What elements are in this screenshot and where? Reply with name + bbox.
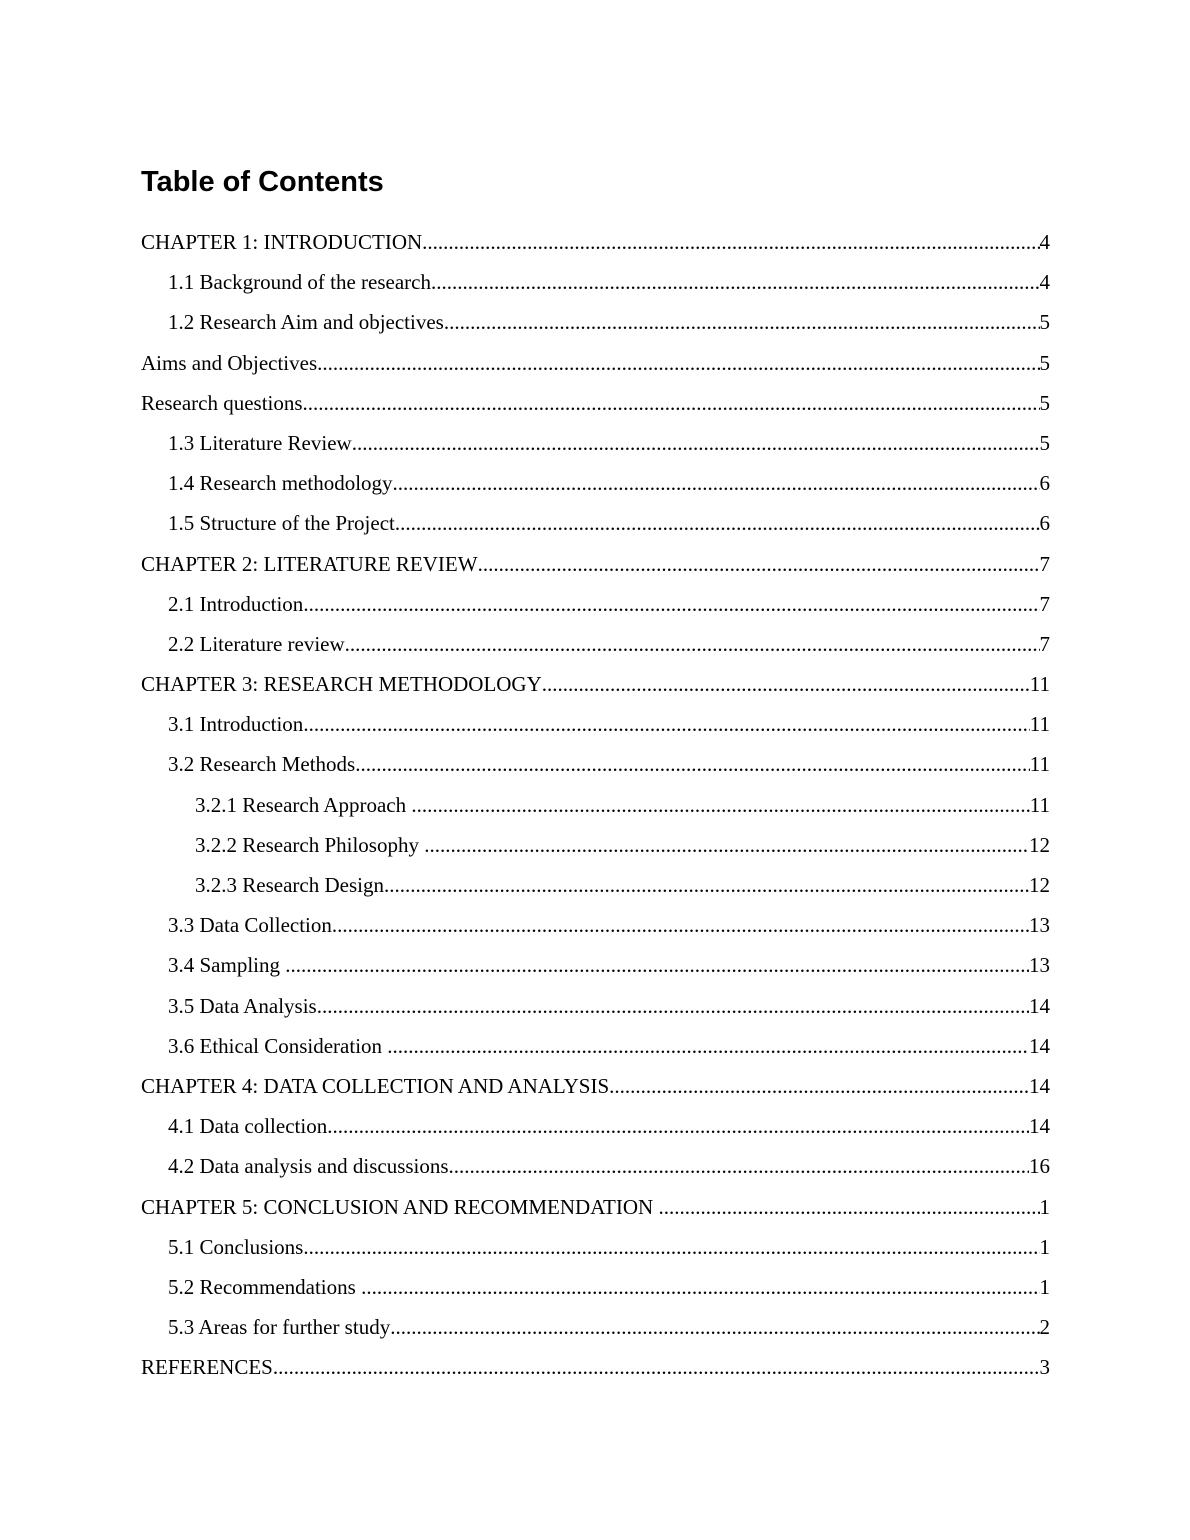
toc-dot-leader <box>345 624 1040 664</box>
toc-entry[interactable] <box>141 1227 1050 1267</box>
toc-entry[interactable] <box>141 584 1050 624</box>
toc-dot-leader <box>395 503 1040 543</box>
toc-dot-leader <box>273 1347 1040 1387</box>
toc-entry-page-number: 5 <box>1039 390 1050 415</box>
toc-dot-leader <box>317 343 1039 383</box>
toc-entry-title: 4.2 Data analysis and discussions <box>168 1154 449 1179</box>
toc-dot-leader <box>355 744 1030 784</box>
toc-entry[interactable] <box>141 986 1050 1026</box>
toc-entry-title: 5.3 Areas for further study <box>168 1315 391 1340</box>
toc-dot-leader <box>303 383 1040 423</box>
toc-entry-page-number: 7 <box>1039 631 1050 656</box>
toc-dot-leader <box>303 584 1039 624</box>
toc-dot-leader <box>542 664 1030 704</box>
toc-entry-title: 1.5 Structure of the Project <box>168 511 395 536</box>
toc-heading: Table of Contents <box>141 166 384 198</box>
toc-entry-title: 1.1 Background of the research <box>168 270 431 295</box>
toc-entry-title: 3.5 Data Analysis <box>168 993 317 1018</box>
toc-dot-leader <box>478 544 1040 584</box>
toc-entry-page-number: 11 <box>1029 712 1050 737</box>
toc-dot-leader <box>431 262 1040 302</box>
toc-entry-page-number: 12 <box>1029 873 1050 897</box>
toc-entry[interactable] <box>141 704 1050 744</box>
toc-entry-page-number: 7 <box>1039 591 1050 616</box>
toc-entry[interactable] <box>141 1187 1050 1227</box>
toc-entry-page-number: 13 <box>1029 953 1050 978</box>
toc-entry-title: 5.1 Conclusions <box>168 1234 304 1259</box>
toc-entry-title: 3.1 Introduction <box>168 712 304 737</box>
toc-entry-title: 1.2 Research Aim and objectives <box>168 310 444 335</box>
toc-dot-leader <box>303 1227 1039 1267</box>
toc-entry-title: CHAPTER 2: LITERATURE REVIEW <box>141 551 478 576</box>
toc-entry[interactable] <box>141 1146 1050 1186</box>
toc-dot-leader <box>444 302 1040 342</box>
toc-entry-page-number: 11 <box>1029 792 1050 817</box>
toc-entry-title: CHAPTER 5: CONCLUSION AND RECOMMENDATION <box>141 1194 659 1219</box>
toc-entry-page-number: 14 <box>1029 1073 1050 1098</box>
toc-entry-title: 2.2 Literature review <box>168 631 345 656</box>
toc-entry-page-number: 1 <box>1039 1234 1050 1259</box>
toc-entry[interactable] <box>141 865 1050 905</box>
toc-entry[interactable] <box>141 503 1050 543</box>
toc-entry[interactable] <box>141 1066 1050 1106</box>
toc-entry-page-number: 1 <box>1039 1274 1050 1299</box>
toc-entry-page-number: 5 <box>1039 430 1050 455</box>
toc-dot-leader <box>658 1187 1039 1227</box>
toc-dot-leader <box>449 1146 1029 1186</box>
toc-entry[interactable] <box>141 423 1050 463</box>
toc-dot-leader <box>609 1066 1029 1106</box>
toc-entry-page-number: 6 <box>1039 471 1050 496</box>
toc-entry-page-number: 11 <box>1029 752 1050 777</box>
toc-entry-title: 3.6 Ethical Consideration <box>168 1033 388 1058</box>
toc-entry-page-number: 4 <box>1039 230 1050 254</box>
toc-entry-page-number: 11 <box>1029 672 1050 697</box>
toc-entry-title: REFERENCES <box>141 1355 273 1380</box>
toc-entry-page-number: 13 <box>1029 913 1050 938</box>
toc-entry[interactable] <box>141 664 1050 704</box>
toc-entry[interactable] <box>141 1267 1050 1307</box>
toc-entry-title: 3.2.3 Research Design <box>195 873 384 897</box>
toc-entry[interactable] <box>141 785 1050 825</box>
toc-entry-page-number: 5 <box>1039 350 1050 375</box>
toc-dot-leader <box>361 1267 1039 1307</box>
toc-entry[interactable] <box>141 544 1050 584</box>
toc-entry-page-number: 12 <box>1029 832 1050 857</box>
toc-entry-title: 3.2.2 Research Philosophy <box>195 832 425 857</box>
toc-entry-page-number: 4 <box>1039 270 1050 295</box>
toc-dot-leader <box>285 945 1029 985</box>
toc-dot-leader <box>411 785 1029 825</box>
toc-entry-page-number: 14 <box>1029 1114 1050 1139</box>
toc-dot-leader <box>424 825 1029 865</box>
toc-entry[interactable] <box>141 905 1050 945</box>
toc-entry-title: CHAPTER 1: INTRODUCTION <box>141 230 423 254</box>
toc-dot-leader <box>384 865 1029 905</box>
toc-entry[interactable] <box>141 1307 1050 1347</box>
toc-dot-leader <box>387 1026 1029 1066</box>
toc-entry-title: 1.4 Research methodology <box>168 471 393 496</box>
toc-entry-page-number: 3 <box>1039 1355 1050 1380</box>
toc-entry[interactable] <box>141 624 1050 664</box>
toc-entry[interactable] <box>141 1106 1050 1146</box>
toc-dot-leader <box>352 423 1040 463</box>
toc-dot-leader <box>327 1106 1029 1146</box>
toc-entry-page-number: 2 <box>1039 1315 1050 1340</box>
toc-entry[interactable] <box>141 1347 1050 1387</box>
toc-entry[interactable] <box>141 222 1050 262</box>
toc-dot-leader <box>422 222 1039 262</box>
toc-entry-title: 4.1 Data collection <box>168 1114 328 1139</box>
toc-entry-title: 2.1 Introduction <box>168 591 304 616</box>
toc-entry-page-number: 6 <box>1039 511 1050 536</box>
toc-entry-title: Research questions <box>141 390 303 415</box>
toc-entry-page-number: 16 <box>1029 1154 1050 1179</box>
toc-dot-leader <box>317 986 1029 1026</box>
toc-entry[interactable] <box>141 945 1050 985</box>
toc-entry-title: 1.3 Literature Review <box>168 430 352 455</box>
toc-dot-leader <box>303 704 1029 744</box>
toc-entry-page-number: 7 <box>1039 551 1050 576</box>
toc-list <box>141 222 1050 1387</box>
toc-entry[interactable] <box>141 825 1050 865</box>
toc-entry[interactable] <box>141 302 1050 342</box>
toc-entry-title: CHAPTER 4: DATA COLLECTION AND ANALYSIS <box>141 1073 610 1098</box>
toc-entry-page-number: 5 <box>1039 310 1050 335</box>
toc-dot-leader <box>390 1307 1039 1347</box>
toc-entry-title: 3.3 Data Collection <box>168 913 332 938</box>
toc-entry-title: CHAPTER 3: RESEARCH METHODOLOGY <box>141 672 542 697</box>
toc-entry-title: 3.2.1 Research Approach <box>195 792 412 817</box>
toc-entry[interactable] <box>141 1026 1050 1066</box>
toc-dot-leader <box>393 463 1040 503</box>
toc-entry[interactable] <box>141 343 1050 383</box>
toc-entry-page-number: 14 <box>1029 993 1050 1018</box>
toc-entry[interactable] <box>141 744 1050 784</box>
toc-entry[interactable] <box>141 463 1050 503</box>
toc-entry[interactable] <box>141 383 1050 423</box>
toc-dot-leader <box>332 905 1029 945</box>
toc-entry-title: 3.4 Sampling <box>168 953 286 978</box>
toc-entry-title: Aims and Objectives <box>141 350 318 375</box>
toc-entry-title: 5.2 Recommendations <box>168 1274 362 1299</box>
toc-entry[interactable] <box>141 262 1050 302</box>
toc-entry-page-number: 14 <box>1029 1033 1050 1058</box>
toc-entry-page-number: 1 <box>1039 1194 1050 1219</box>
toc-entry-title: 3.2 Research Methods <box>168 752 356 777</box>
